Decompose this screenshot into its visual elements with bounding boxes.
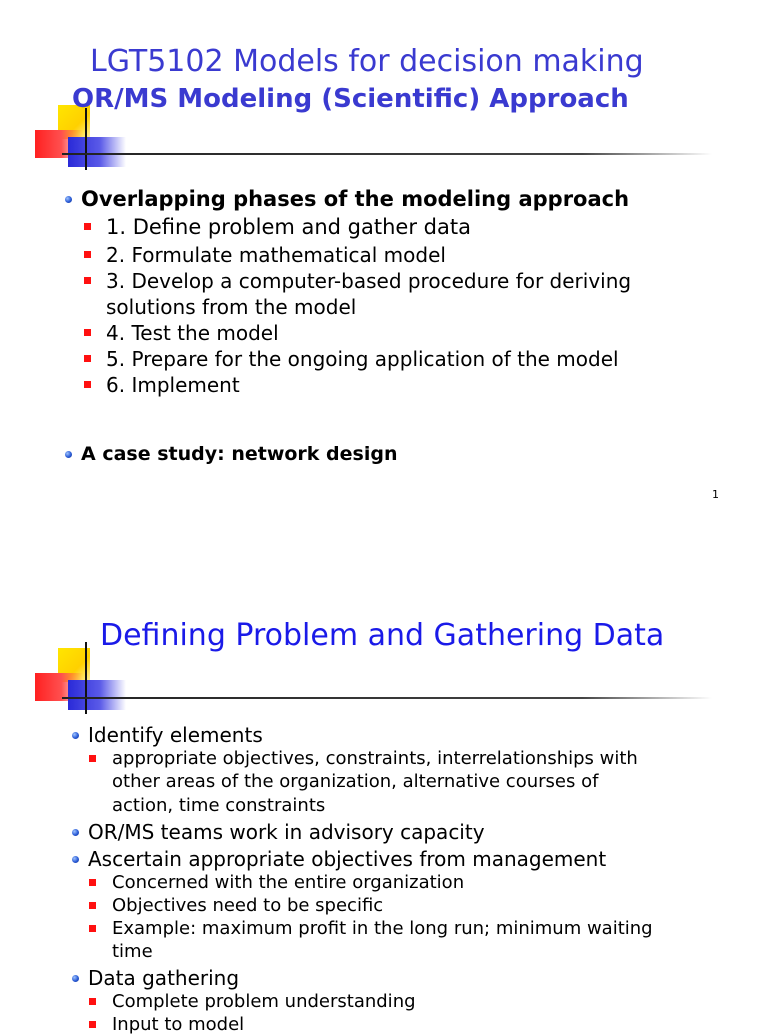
main-bullet-text: Overlapping phases of the modeling approach [81, 187, 630, 211]
bullet-dot-icon [65, 196, 72, 203]
square-bullet-icon [89, 998, 96, 1005]
bullet-dot-icon [72, 732, 79, 739]
identify-sub-continuation [112, 771, 598, 792]
phase-text: 6. Implement [106, 373, 240, 397]
advisory-bullet [72, 820, 485, 844]
phase-item [84, 347, 619, 371]
phase-text: solutions from the model [106, 295, 357, 319]
advisory-text: OR/MS teams work in advisory capacity [88, 820, 485, 844]
ascertain-sub-continuation [112, 941, 153, 962]
phase-item [84, 373, 240, 397]
square-bullet-icon [84, 251, 91, 258]
square-bullet-icon [89, 925, 96, 932]
square-bullet-icon [89, 902, 96, 909]
bullet-dot-icon [72, 856, 79, 863]
identify-sub-continuation [112, 795, 325, 816]
square-bullet-icon [84, 381, 91, 388]
data-sub-text: Input to model [112, 1014, 245, 1035]
identify-sub-text: appropriate objectives, constraints, interrelationships with [112, 748, 638, 769]
square-bullet-icon [89, 1021, 96, 1028]
bullet-dot-icon [72, 829, 79, 836]
phase-item [84, 215, 471, 239]
square-bullet-icon [84, 329, 91, 336]
main-bullet [65, 187, 629, 211]
data-gathering-bullet [72, 966, 239, 990]
horizontal-rule [62, 697, 712, 699]
identify-text: Identify elements [88, 723, 263, 747]
ascertain-text: Ascertain appropriate objectives from management [88, 847, 607, 871]
ascertain-sub-text: Objectives need to be specific [112, 895, 384, 916]
case-study-text: A case study: network design [81, 443, 398, 465]
identify-sub-text: action, time constraints [112, 795, 326, 816]
ascertain-bullet [72, 847, 606, 871]
slide-2-decoration [0, 580, 768, 730]
phase-text: 4. Test the model [106, 321, 279, 345]
blue-square-decoration [68, 680, 126, 710]
identify-bullet [72, 723, 263, 747]
phase-item [84, 269, 631, 293]
square-bullet-icon [89, 879, 96, 886]
identify-sub-text: other areas of the organization, alternative courses of [112, 771, 599, 792]
ascertain-sub-text: time [112, 941, 153, 962]
identify-sub-item [89, 748, 638, 769]
blue-square-decoration [68, 137, 126, 167]
ascertain-sub-item [89, 918, 653, 939]
phase-item-continuation [106, 295, 356, 319]
square-bullet-icon [84, 277, 91, 284]
data-sub-item [89, 1014, 244, 1035]
phase-text: 5. Prepare for the ongoing application of the model [106, 347, 619, 371]
slide-2-title: Defining Problem and Gathering Data [100, 618, 665, 653]
square-bullet-icon [89, 755, 96, 762]
data-gathering-text: Data gathering [88, 966, 240, 990]
bullet-dot-icon [72, 975, 79, 982]
phase-text: 1. Define problem and gather data [106, 215, 471, 239]
vertical-rule [85, 108, 87, 170]
bullet-dot-icon [65, 451, 72, 458]
case-study-bullet [65, 443, 398, 465]
phase-text: 2. Formulate mathematical model [106, 243, 446, 267]
slide-2 [0, 580, 768, 1035]
phase-text: 3. Develop a computer-based procedure for deriving [106, 269, 632, 293]
ascertain-sub-text: Concerned with the entire organization [112, 872, 465, 893]
vertical-rule [85, 642, 87, 714]
ascertain-sub-item [89, 895, 383, 916]
ascertain-sub-text: Example: maximum profit in the long run; minimum waiting [112, 918, 653, 939]
slide-1 [0, 0, 768, 512]
slide-1-subtitle: OR/MS Modeling (Scientific) Approach [72, 84, 629, 114]
square-bullet-icon [84, 355, 91, 362]
horizontal-rule [62, 153, 712, 155]
phase-item [84, 243, 446, 267]
phase-item [84, 321, 279, 345]
square-bullet-icon [84, 223, 91, 230]
slide-1-title: LGT5102 Models for decision making [90, 44, 644, 79]
ascertain-sub-item [89, 872, 464, 893]
data-sub-item [89, 991, 416, 1012]
page-number: 1 [712, 488, 719, 501]
data-sub-text: Complete problem understanding [112, 991, 416, 1012]
